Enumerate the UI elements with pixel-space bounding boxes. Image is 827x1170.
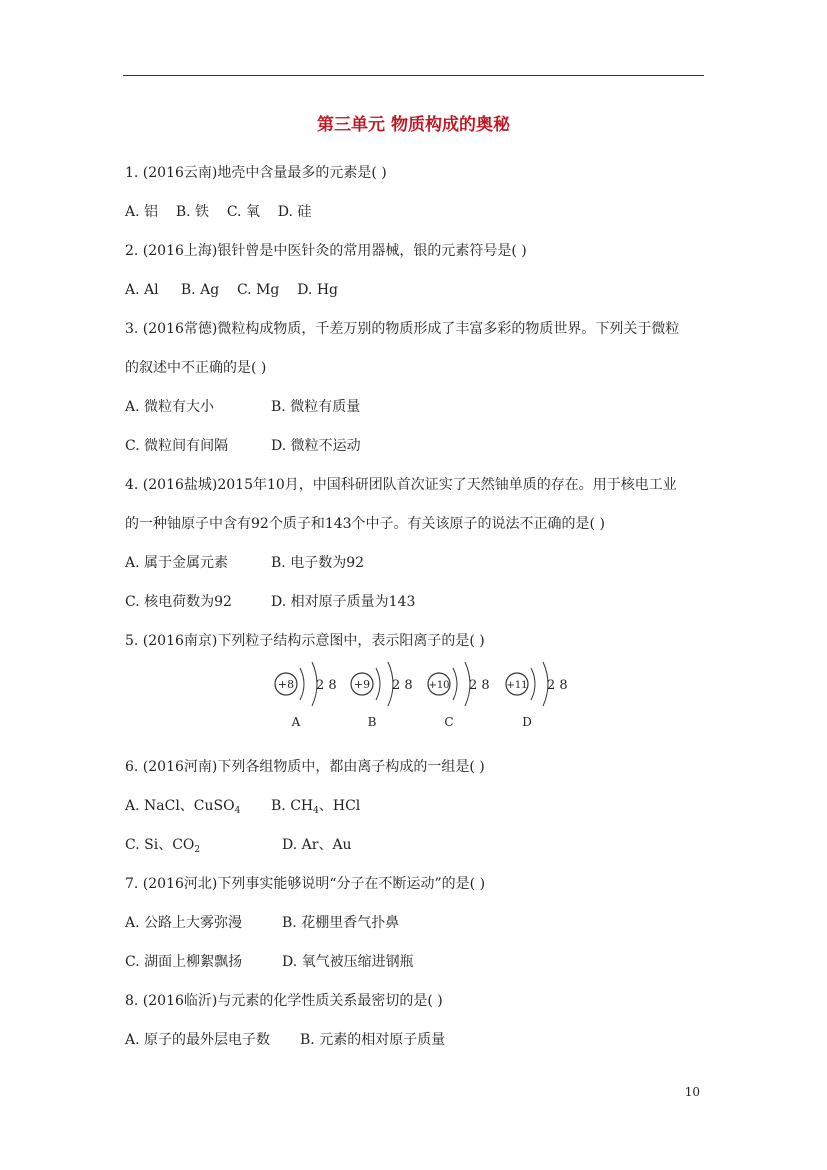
option-c: C. Mg <box>236 282 280 298</box>
question-3-stem: 3. (2016常德)微粒构成物质，千差万别的物质形成了丰富多彩的物质世界。下列关于微粒 <box>125 321 680 337</box>
nucleus-label: +10 <box>428 680 450 691</box>
option-a: A. 公路上大雾弥漫 <box>125 915 243 931</box>
question-8-stem: 8. (2016临沂)与元素的化学性质关系最密切的是( ) <box>125 993 443 1009</box>
question-6-stem: 6. (2016河南)下列各组物质中，都由离子构成的一组是( ) <box>125 759 485 775</box>
option-d: D. 硅 <box>277 204 312 220</box>
option-b: B. $CH_4$、HCl <box>271 798 361 816</box>
option-d: D. 微粒不运动 <box>271 438 361 454</box>
question-4-stem: 4. (2016盐城)2015年10月，中国科研团队首次证实了天然铀单质的存在。用于核电工业 <box>125 477 677 493</box>
atom-structure-diagrams <box>270 658 570 730</box>
option-b: B. 微粒有质量 <box>271 399 361 415</box>
page-number: 10 <box>684 1085 700 1099</box>
option-b: B. 电子数为92 <box>271 555 365 571</box>
shell-electrons: 2 8 <box>316 678 337 693</box>
question-2-stem: 2. (2016上海)银针曾是中医针灸的常用器械，银的元素符号是( ) <box>125 243 527 259</box>
option-b: B. 元素的相对原子质量 <box>300 1032 446 1048</box>
nucleus-label: +11 <box>506 680 528 691</box>
atom-diagram-b <box>351 662 413 729</box>
question-6-options-row2 <box>125 835 352 857</box>
option-a: A. Al <box>125 282 159 298</box>
option-d: D. 氧气被压缩进钢瓶 <box>282 954 414 970</box>
option-a: A. 铝 <box>125 204 159 220</box>
option-b: B. Ag <box>180 282 220 298</box>
option-d: D. Ar、Au <box>282 837 352 853</box>
option-b: B. 花棚里香气扑鼻 <box>282 915 400 931</box>
question-1-options <box>125 202 311 222</box>
question-4-options-row1 <box>125 553 364 573</box>
page-title: 第三单元 物质构成的奥秘 <box>317 115 510 135</box>
option-c: C. Si、$CO_2$ <box>125 837 201 855</box>
shell-electrons: 2 8 <box>469 678 490 693</box>
atom-diagram-a <box>275 662 337 729</box>
option-a: A. 微粒有大小 <box>125 399 215 415</box>
header-rule <box>123 75 704 76</box>
option-a: A. NaCl、CuSO$_4$ <box>125 798 241 816</box>
question-3-options-row1 <box>125 397 360 417</box>
question-1-stem: 1. (2016云南)地壳中含量最多的元素是( ) <box>125 165 387 181</box>
question-4-stem-cont: 的一种铀原子中含有92个质子和143个中子。有关该原子的说法不正确的是( ) <box>125 516 605 532</box>
option-c: C. 湖面上柳絮飘扬 <box>125 954 243 970</box>
atom-diagram-c <box>428 662 490 729</box>
option-b: B. 铁 <box>175 204 210 220</box>
question-5-stem: 5. (2016南京)下列粒子结构示意图中，表示阳离子的是( ) <box>125 633 485 649</box>
option-d: D. 相对原子质量为143 <box>271 594 416 610</box>
option-c: C. 微粒间有间隔 <box>125 438 229 454</box>
question-7-options-row2 <box>125 952 414 972</box>
question-3-stem-cont: 的叙述中不正确的是( ) <box>125 360 267 376</box>
nucleus-label: +9 <box>353 678 371 691</box>
question-2-options <box>125 280 338 300</box>
question-8-options-row1 <box>125 1030 445 1050</box>
shell-electrons: 2 8 <box>547 678 568 693</box>
shell-electrons: 2 8 <box>392 678 413 693</box>
nucleus-label: +8 <box>277 678 295 691</box>
option-a: A. 属于金属元素 <box>125 555 229 571</box>
question-6-options-row1 <box>125 796 360 818</box>
diagram-label: A <box>291 715 301 729</box>
question-7-stem: 7. (2016河北)下列事实能够说明“分子在不断运动”的是( ) <box>125 876 486 892</box>
diagram-label: B <box>367 715 377 729</box>
option-a: A. 原子的最外层电子数 <box>125 1032 271 1048</box>
atom-diagram-d <box>506 662 568 729</box>
question-4-options-row2 <box>125 592 415 612</box>
option-c: C. 氧 <box>226 204 260 220</box>
option-c: C. 核电荷数为92 <box>125 594 232 610</box>
question-3-options-row2 <box>125 436 361 456</box>
diagram-label: C <box>444 715 454 729</box>
option-d: D. Hg <box>297 282 339 298</box>
diagram-label: D <box>522 715 532 729</box>
question-7-options-row1 <box>125 913 399 933</box>
